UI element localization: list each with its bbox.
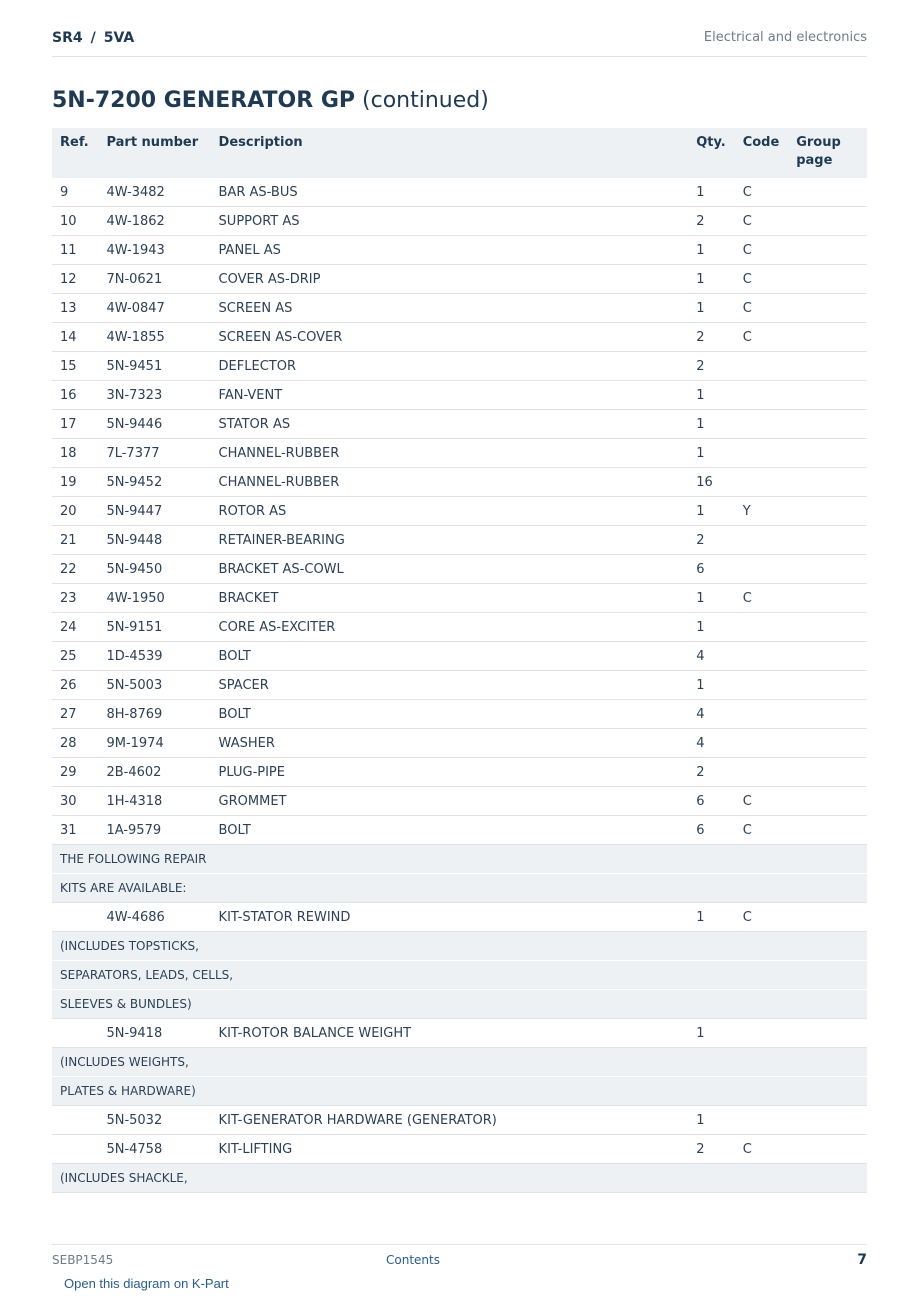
description-cell: BRACKET AS-COWL bbox=[211, 555, 689, 584]
group-page-cell bbox=[788, 1019, 867, 1048]
part-number-cell: 3N-7323 bbox=[98, 381, 210, 410]
group-page-cell bbox=[788, 381, 867, 410]
code-cell bbox=[735, 1019, 789, 1048]
group-page-cell bbox=[788, 265, 867, 294]
group-page-cell bbox=[788, 555, 867, 584]
code-cell: C bbox=[735, 294, 789, 323]
qty-cell: 1 bbox=[688, 1019, 734, 1048]
qty-cell: 1 bbox=[688, 265, 734, 294]
code-cell: C bbox=[735, 323, 789, 352]
description-cell: BAR AS-BUS bbox=[211, 178, 689, 207]
group-page-cell bbox=[788, 787, 867, 816]
part-number-cell: 4W-1950 bbox=[98, 584, 210, 613]
code-cell bbox=[735, 671, 789, 700]
table-row bbox=[52, 439, 867, 468]
table-row bbox=[52, 352, 867, 381]
table-row bbox=[52, 265, 867, 294]
qty-cell: 2 bbox=[688, 323, 734, 352]
col-part-number: Part number bbox=[98, 128, 210, 178]
col-code: Code bbox=[735, 128, 789, 178]
code-cell: C bbox=[735, 584, 789, 613]
document-id: SEBP1545 bbox=[52, 1253, 114, 1267]
code-cell bbox=[735, 758, 789, 787]
description-cell: SCREEN AS bbox=[211, 294, 689, 323]
code-cell: C bbox=[735, 787, 789, 816]
ref-cell: 30 bbox=[52, 787, 98, 816]
table-row bbox=[52, 787, 867, 816]
description-cell: KIT-STATOR REWIND bbox=[211, 903, 689, 932]
ref-cell: 16 bbox=[52, 381, 98, 410]
ref-cell: 20 bbox=[52, 497, 98, 526]
part-number-cell: 7L-7377 bbox=[98, 439, 210, 468]
ref-cell: 25 bbox=[52, 642, 98, 671]
model-breadcrumb bbox=[52, 30, 134, 46]
code-cell: C bbox=[735, 207, 789, 236]
qty-cell: 1 bbox=[688, 294, 734, 323]
note-text: (INCLUDES TOPSTICKS, bbox=[52, 932, 867, 961]
ref-cell: 22 bbox=[52, 555, 98, 584]
part-number-cell: 5N-9446 bbox=[98, 410, 210, 439]
qty-cell: 1 bbox=[688, 410, 734, 439]
ref-cell: 9 bbox=[52, 178, 98, 207]
ref-cell: 31 bbox=[52, 816, 98, 845]
description-cell: KIT-GENERATOR HARDWARE (GENERATOR) bbox=[211, 1106, 689, 1135]
qty-cell: 2 bbox=[688, 352, 734, 381]
ref-cell: 15 bbox=[52, 352, 98, 381]
ref-cell: 23 bbox=[52, 584, 98, 613]
variant-label: 5VA bbox=[103, 30, 135, 46]
page-number: 7 bbox=[857, 1252, 867, 1268]
header-row bbox=[52, 128, 867, 178]
ref-cell: 26 bbox=[52, 671, 98, 700]
code-cell bbox=[735, 352, 789, 381]
note-row bbox=[52, 1077, 867, 1106]
ref-cell bbox=[52, 1019, 98, 1048]
qty-cell: 2 bbox=[688, 1135, 734, 1164]
qty-cell: 1 bbox=[688, 497, 734, 526]
table-row bbox=[52, 671, 867, 700]
code-cell: C bbox=[735, 178, 789, 207]
table-row bbox=[52, 497, 867, 526]
note-row bbox=[52, 845, 867, 874]
part-number-cell: 4W-1943 bbox=[98, 236, 210, 265]
group-page-cell bbox=[788, 468, 867, 497]
ref-cell: 21 bbox=[52, 526, 98, 555]
section-label: Electrical and electronics bbox=[703, 30, 867, 45]
description-cell: WASHER bbox=[211, 729, 689, 758]
description-cell: COVER AS-DRIP bbox=[211, 265, 689, 294]
code-cell bbox=[735, 613, 789, 642]
group-page-cell bbox=[788, 236, 867, 265]
table-row bbox=[52, 178, 867, 207]
group-page-cell bbox=[788, 1106, 867, 1135]
table-row bbox=[52, 526, 867, 555]
code-cell bbox=[735, 468, 789, 497]
code-cell: C bbox=[735, 236, 789, 265]
note-row bbox=[52, 990, 867, 1019]
description-cell: STATOR AS bbox=[211, 410, 689, 439]
group-page-cell bbox=[788, 729, 867, 758]
qty-cell: 1 bbox=[688, 439, 734, 468]
group-page-cell bbox=[788, 903, 867, 932]
qty-cell: 6 bbox=[688, 555, 734, 584]
code-cell: C bbox=[735, 1135, 789, 1164]
qty-cell: 6 bbox=[688, 816, 734, 845]
parts-table-body bbox=[52, 178, 867, 1193]
qty-cell: 4 bbox=[688, 700, 734, 729]
open-diagram-link[interactable]: Open this diagram on K-Part bbox=[64, 1276, 229, 1291]
note-row bbox=[52, 874, 867, 903]
table-row bbox=[52, 1135, 867, 1164]
part-number-cell: 5N-9451 bbox=[98, 352, 210, 381]
group-page-cell bbox=[788, 178, 867, 207]
breadcrumb-separator: / bbox=[90, 30, 96, 46]
description-cell: GROMMET bbox=[211, 787, 689, 816]
part-number-cell: 4W-4686 bbox=[98, 903, 210, 932]
description-cell: PLUG-PIPE bbox=[211, 758, 689, 787]
part-number-cell: 7N-0621 bbox=[98, 265, 210, 294]
table-row bbox=[52, 555, 867, 584]
note-row bbox=[52, 1048, 867, 1077]
part-number-cell: 2B-4602 bbox=[98, 758, 210, 787]
description-cell: SUPPORT AS bbox=[211, 207, 689, 236]
qty-cell: 1 bbox=[688, 613, 734, 642]
qty-cell: 2 bbox=[688, 758, 734, 787]
part-number-cell: 8H-8769 bbox=[98, 700, 210, 729]
parts-table bbox=[52, 128, 867, 1193]
group-page-cell bbox=[788, 410, 867, 439]
part-number-cell: 9M-1974 bbox=[98, 729, 210, 758]
part-number-cell: 5N-4758 bbox=[98, 1135, 210, 1164]
group-page-cell bbox=[788, 323, 867, 352]
note-text: SLEEVES & BUNDLES) bbox=[52, 990, 867, 1019]
table-row bbox=[52, 410, 867, 439]
code-cell bbox=[735, 439, 789, 468]
note-text: (INCLUDES WEIGHTS, bbox=[52, 1048, 867, 1077]
col-qty: Qty. bbox=[688, 128, 734, 178]
description-cell: BOLT bbox=[211, 816, 689, 845]
table-row bbox=[52, 381, 867, 410]
description-cell: PANEL AS bbox=[211, 236, 689, 265]
note-row bbox=[52, 1164, 867, 1193]
code-cell bbox=[735, 381, 789, 410]
description-cell: ROTOR AS bbox=[211, 497, 689, 526]
part-number-cell: 5N-9447 bbox=[98, 497, 210, 526]
col-description: Description bbox=[211, 128, 689, 178]
ref-cell: 24 bbox=[52, 613, 98, 642]
page-title bbox=[52, 88, 489, 113]
qty-cell: 1 bbox=[688, 584, 734, 613]
part-number-cell: 5N-9151 bbox=[98, 613, 210, 642]
qty-cell: 1 bbox=[688, 671, 734, 700]
group-page-cell bbox=[788, 352, 867, 381]
group-code-title: 5N-7200 GENERATOR GP bbox=[52, 88, 356, 113]
page-header bbox=[52, 28, 867, 57]
qty-cell: 16 bbox=[688, 468, 734, 497]
ref-cell: 18 bbox=[52, 439, 98, 468]
group-page-cell bbox=[788, 613, 867, 642]
table-row bbox=[52, 294, 867, 323]
table-row bbox=[52, 323, 867, 352]
description-cell: KIT-ROTOR BALANCE WEIGHT bbox=[211, 1019, 689, 1048]
code-cell: C bbox=[735, 816, 789, 845]
qty-cell: 1 bbox=[688, 178, 734, 207]
code-cell bbox=[735, 1106, 789, 1135]
ref-cell: 27 bbox=[52, 700, 98, 729]
group-page-cell bbox=[788, 816, 867, 845]
code-cell bbox=[735, 526, 789, 555]
page-footer bbox=[52, 1244, 867, 1275]
group-page-cell bbox=[788, 642, 867, 671]
contents-link[interactable]: Contents bbox=[386, 1253, 440, 1267]
ref-cell: 19 bbox=[52, 468, 98, 497]
table-row bbox=[52, 1106, 867, 1135]
note-text: SEPARATORS, LEADS, CELLS, bbox=[52, 961, 867, 990]
description-cell: CHANNEL-RUBBER bbox=[211, 439, 689, 468]
part-number-cell: 4W-3482 bbox=[98, 178, 210, 207]
note-row bbox=[52, 961, 867, 990]
description-cell: SCREEN AS-COVER bbox=[211, 323, 689, 352]
table-row bbox=[52, 207, 867, 236]
ref-cell: 29 bbox=[52, 758, 98, 787]
code-cell bbox=[735, 642, 789, 671]
qty-cell: 1 bbox=[688, 236, 734, 265]
table-row bbox=[52, 584, 867, 613]
qty-cell: 1 bbox=[688, 903, 734, 932]
ref-cell bbox=[52, 903, 98, 932]
code-cell bbox=[735, 729, 789, 758]
description-cell: BRACKET bbox=[211, 584, 689, 613]
ref-cell: 12 bbox=[52, 265, 98, 294]
qty-cell: 1 bbox=[688, 381, 734, 410]
qty-cell: 2 bbox=[688, 207, 734, 236]
group-page-cell bbox=[788, 758, 867, 787]
description-cell: DEFLECTOR bbox=[211, 352, 689, 381]
qty-cell: 1 bbox=[688, 1106, 734, 1135]
group-page-cell bbox=[788, 439, 867, 468]
table-row bbox=[52, 642, 867, 671]
table-row bbox=[52, 468, 867, 497]
note-text: PLATES & HARDWARE) bbox=[52, 1077, 867, 1106]
table-row bbox=[52, 758, 867, 787]
code-cell bbox=[735, 555, 789, 584]
ref-cell bbox=[52, 1135, 98, 1164]
description-cell: SPACER bbox=[211, 671, 689, 700]
part-number-cell: 5N-5032 bbox=[98, 1106, 210, 1135]
description-cell: FAN-VENT bbox=[211, 381, 689, 410]
group-page-cell bbox=[788, 294, 867, 323]
group-page-cell bbox=[788, 526, 867, 555]
model-label: SR4 bbox=[52, 30, 83, 46]
note-text: THE FOLLOWING REPAIR bbox=[52, 845, 867, 874]
description-cell: BOLT bbox=[211, 642, 689, 671]
ref-cell: 10 bbox=[52, 207, 98, 236]
title-suffix: (continued) bbox=[362, 88, 489, 113]
part-number-cell: 4W-1862 bbox=[98, 207, 210, 236]
code-cell: Y bbox=[735, 497, 789, 526]
group-page-cell bbox=[788, 497, 867, 526]
qty-cell: 4 bbox=[688, 642, 734, 671]
group-page-cell bbox=[788, 207, 867, 236]
part-number-cell: 1A-9579 bbox=[98, 816, 210, 845]
group-page-cell bbox=[788, 700, 867, 729]
part-number-cell: 5N-9452 bbox=[98, 468, 210, 497]
table-row bbox=[52, 1019, 867, 1048]
table-row bbox=[52, 236, 867, 265]
part-number-cell: 1H-4318 bbox=[98, 787, 210, 816]
table-row bbox=[52, 903, 867, 932]
note-text: KITS ARE AVAILABLE: bbox=[52, 874, 867, 903]
ref-cell: 13 bbox=[52, 294, 98, 323]
code-cell bbox=[735, 700, 789, 729]
group-page-cell bbox=[788, 1135, 867, 1164]
qty-cell: 4 bbox=[688, 729, 734, 758]
part-number-cell: 5N-9418 bbox=[98, 1019, 210, 1048]
note-text: (INCLUDES SHACKLE, bbox=[52, 1164, 867, 1193]
part-number-cell: 4W-1855 bbox=[98, 323, 210, 352]
table-row bbox=[52, 816, 867, 845]
group-page-cell bbox=[788, 671, 867, 700]
description-cell: RETAINER-BEARING bbox=[211, 526, 689, 555]
table-row bbox=[52, 700, 867, 729]
col-group-page: Group page bbox=[788, 128, 867, 178]
col-ref: Ref. bbox=[52, 128, 98, 178]
part-number-cell: 4W-0847 bbox=[98, 294, 210, 323]
description-cell: CHANNEL-RUBBER bbox=[211, 468, 689, 497]
ref-cell: 28 bbox=[52, 729, 98, 758]
description-cell: KIT-LIFTING bbox=[211, 1135, 689, 1164]
ref-cell bbox=[52, 1106, 98, 1135]
description-cell: BOLT bbox=[211, 700, 689, 729]
ref-cell: 17 bbox=[52, 410, 98, 439]
note-row bbox=[52, 932, 867, 961]
ref-cell: 11 bbox=[52, 236, 98, 265]
table-row bbox=[52, 729, 867, 758]
parts-table-header bbox=[52, 128, 867, 178]
code-cell bbox=[735, 410, 789, 439]
group-page-cell bbox=[788, 584, 867, 613]
qty-cell: 2 bbox=[688, 526, 734, 555]
code-cell: C bbox=[735, 903, 789, 932]
table-row bbox=[52, 613, 867, 642]
part-number-cell: 5N-5003 bbox=[98, 671, 210, 700]
part-number-cell: 5N-9450 bbox=[98, 555, 210, 584]
part-number-cell: 5N-9448 bbox=[98, 526, 210, 555]
part-number-cell: 1D-4539 bbox=[98, 642, 210, 671]
ref-cell: 14 bbox=[52, 323, 98, 352]
qty-cell: 6 bbox=[688, 787, 734, 816]
description-cell: CORE AS-EXCITER bbox=[211, 613, 689, 642]
code-cell: C bbox=[735, 265, 789, 294]
